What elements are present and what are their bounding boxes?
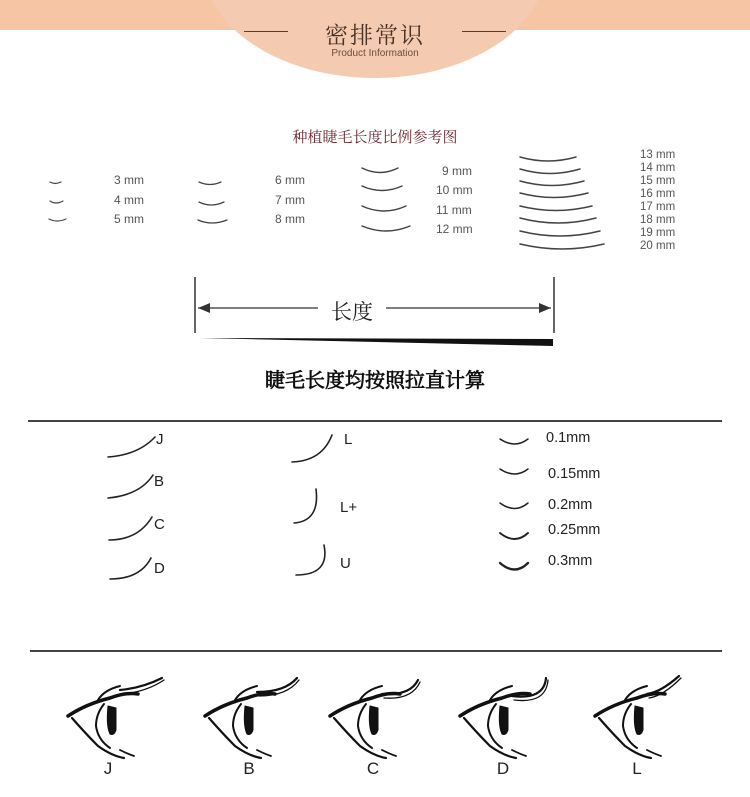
length-label-8: 8 mm [275, 212, 305, 226]
curl-label-l-plus: L+ [340, 499, 358, 516]
eye-label-l: L [632, 759, 642, 778]
length-label-17: 17 mm [640, 201, 676, 213]
divider-bottom [30, 650, 722, 652]
curl-label-c: C [154, 516, 165, 533]
length-chart-caption: 种植睫毛长度比例参考图 [292, 128, 458, 146]
thickness-label-0-2: 0.2mm [548, 497, 593, 513]
thickness-label-0-25: 0.25mm [548, 522, 601, 538]
eye-j [68, 678, 164, 758]
length-label-19: 19 mm [640, 227, 676, 239]
length-label-3: 3 mm [114, 173, 144, 187]
eye-l [595, 676, 681, 758]
length-label-7: 7 mm [275, 193, 305, 207]
length-label-9: 9 mm [442, 164, 472, 178]
header-subtitle: Product Information [331, 48, 419, 59]
divider-top [28, 420, 722, 422]
length-label-13: 13 mm [640, 149, 676, 161]
thickness-label-0-1: 0.1mm [546, 430, 591, 446]
curl-label-d: D [154, 560, 165, 577]
length-label-18: 18 mm [640, 214, 676, 226]
eye-label-c: C [366, 759, 380, 778]
length-label-12: 12 mm [436, 222, 473, 236]
length-label-16: 16 mm [640, 188, 676, 200]
length-label-5: 5 mm [114, 212, 144, 226]
length-dimension-label: 长度 [318, 296, 386, 326]
curl-label-b: B [154, 473, 165, 490]
eye-b [205, 678, 299, 758]
eye-diagrams [0, 670, 750, 760]
thickness-label-0-15: 0.15mm [548, 466, 601, 482]
eye-c [330, 680, 420, 758]
length-label-15: 15 mm [640, 175, 676, 187]
curl-label-l: L [344, 431, 353, 448]
length-label-14: 14 mm [640, 162, 676, 174]
length-note: 睫毛长度均按照拉直计算 [265, 368, 485, 392]
length-label-6: 6 mm [275, 173, 305, 187]
lash-length-illustration [0, 140, 750, 265]
eye-label-d: D [496, 759, 510, 778]
thickness-label-0-3: 0.3mm [548, 553, 593, 569]
eye-label-b: B [243, 759, 255, 778]
curl-label-u: U [340, 555, 351, 572]
eye-d [460, 678, 548, 758]
curl-label-j: J [156, 431, 164, 448]
length-label-20: 20 mm [640, 240, 676, 252]
header-title: 密排常识 [325, 23, 425, 49]
length-label-11: 11 mm [436, 203, 472, 217]
length-label-4: 4 mm [114, 193, 144, 207]
eye-label-j: J [103, 759, 113, 778]
length-label-10: 10 mm [436, 183, 473, 197]
